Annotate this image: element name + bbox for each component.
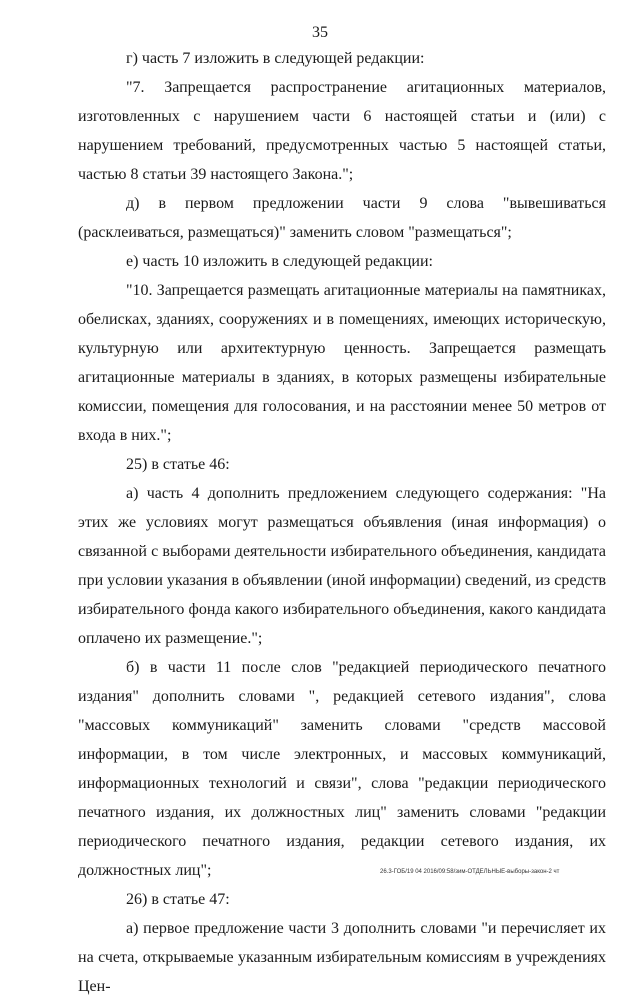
paragraph: 26) в статье 47: — [126, 891, 230, 908]
page-number: 35 — [312, 24, 328, 41]
paragraph: "10. Запрещается размещать агитационные материалы на памятниках, обелисках, зданиях, сооружениях и в помещениях, имеющих историческую, культурную или архитектурную ценность. Запрещается размещать агитационные материалы в зданиях, в которых размещены избирательные комиссии, помещения для голосования, и на расстоянии менее 50 метров от входа в них."; — [78, 282, 606, 444]
paragraph: а) часть 4 дополнить предложением следующего содержания: "На этих же условиях могут размещаться объявления (иная информация) о связанной с выборами деятельности избирательного объединения, кандидата при условии указания в объявлении (иной информации) сведений, из средств избирательного фонда какого избирательного объединения, какого кандидата оплачено их размещение."; — [78, 485, 606, 647]
paragraph: а) первое предложение части 3 дополнить словами "и перечисляет их на счета, открываемые указанным избирательным комиссиям в учреждениях Цен- — [78, 920, 606, 995]
paragraph: 25) в статье 46: — [126, 456, 230, 473]
paragraph: "7. Запрещается распространение агитационных материалов, изготовленных с нарушением части 6 настоящей статьи и (или) с нарушением требований, предусмотренных частью 5 настоящей статьи, частью 8 статьи 39 настоящего Закона."; — [78, 79, 606, 183]
paragraph: д) в первом предложении части 9 слова "вывешиваться (расклеиваться, размещаться)" заменить словом "размещаться"; — [78, 195, 606, 241]
paragraph: е) часть 10 изложить в следующей редакции: — [126, 253, 433, 270]
paragraph: б) в части 11 после слов "редакцией периодического печатного издания" дополнить словами ", редакцией сетевого издания", слова "массовых коммуникаций" заменить словами "средств массовой информации, в том числе электронных, и массовых коммуникаций, информационных технологий и связи", слова "редакции периодического печатного издания, их должностных лиц" заменить словами "редакции периодического печатного издания, редакции сетевого издания, их должностных лиц"; — [78, 659, 606, 879]
paragraph: г) часть 7 изложить в следующей редакции: — [126, 50, 425, 67]
document-body — [78, 44, 606, 1001]
document-footer: 26.3-ГОБ/19 04 2016/09:58/зим-ОТДЕЛЬНЫЕ-выборы-закон-2 чт — [380, 869, 560, 875]
